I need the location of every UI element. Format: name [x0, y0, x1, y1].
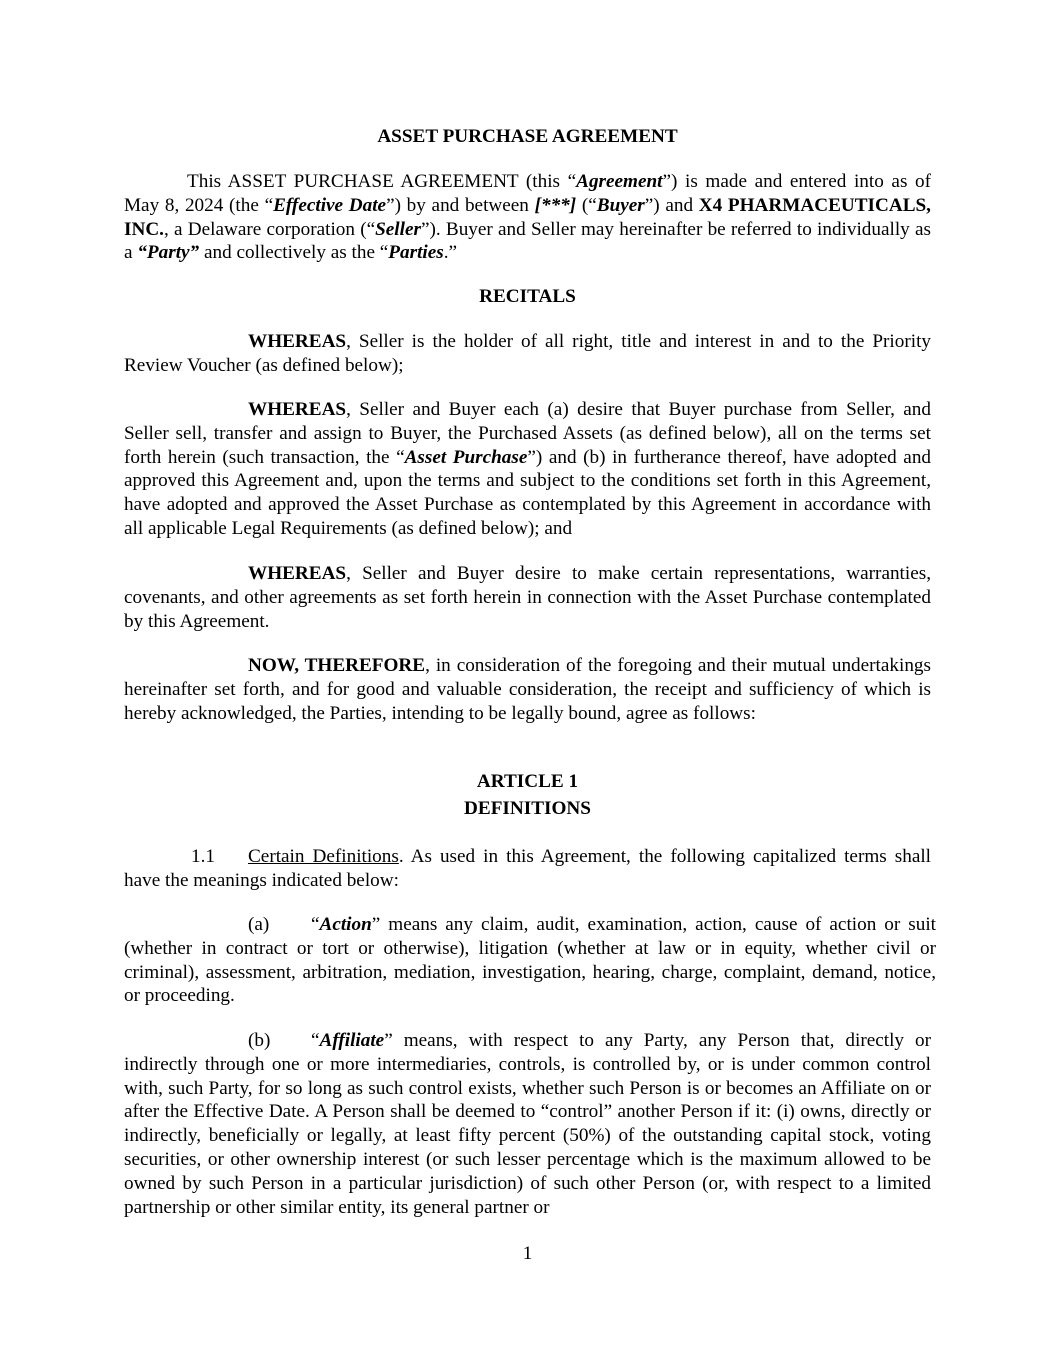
defined-term: Asset Purchase: [404, 446, 528, 468]
definition-label: (b): [248, 1030, 271, 1051]
definition-action: (a) “Action” means any claim, audit, examination, action, cause of action or suit (whether in contract or tort or otherwise), litigation (whether at law or in equity, whether civil or criminal), assessment, arbitration, mediation, investigation, hearing, charge, complaint, demand, notice, or proceeding.: [124, 914, 936, 1007]
definition-label: (a): [248, 914, 270, 935]
document-title: ASSET PURCHASE AGREEMENT: [377, 126, 678, 147]
defined-term: Affiliate: [319, 1030, 385, 1051]
now-therefore-clause: NOW, THEREFORE, in consideration of the foregoing and their mutual undertakings hereinafter set forth, and for good and valuable consideration, the receipt and sufficiency of which is hereby acknowledged, the Parties, intending to be legally bound, agree as follows:: [124, 655, 931, 724]
defined-term: Buyer: [596, 194, 645, 216]
redacted-buyer: [***]: [534, 194, 577, 216]
defined-term: Agreement: [576, 171, 663, 192]
page-number: 1: [522, 1243, 533, 1264]
section-1-1: 1.1 Certain Definitions. As used in this Agreement, the following capitalized terms shall have the meanings indicated below:: [124, 846, 931, 891]
whereas-clause-1: WHEREAS, Seller is the holder of all right, title and interest in and to the Priority Review Voucher (as defined below);: [124, 331, 931, 376]
article-number: ARTICLE 1: [476, 771, 579, 792]
defined-term: Action: [319, 914, 372, 935]
section-number: 1.1: [191, 846, 215, 867]
defined-term: Effective Date: [273, 194, 387, 216]
intro-paragraph: This ASSET PURCHASE AGREEMENT (this “Agreement”) is made and entered into as of May 8, 2024 (the “Effective Date”) by and between [***] (“Buyer”) and X4 PHARMACEUTICALS, INC., a Delaware corporation (“Seller”). Buyer and Seller may hereinafter be referred to individually as a “Party” and collectively as the “Parties.”: [124, 171, 931, 264]
seller-name: X4 PHARMACEUTICALS, INC.: [124, 194, 931, 240]
definition-affiliate: (b) “Affiliate” means, with respect to any Party, any Person that, directly or indirectly through one or more intermediaries, controls, is controlled by, or is under common control with, such Party, for so long as such control exists, whether such Person is or becomes an Affiliate on or after the Effective Date. A Person shall be deemed to “control” another Person if it: (i) owns, directly or indirectly, beneficially or legally, at least fifty percent (50%) of the outstanding capital stock, voting securities, or other ownership interest (or such lesser percentage which is the maximum allowed to be owned by such Person in a particular jurisdiction) of such other Person (or, with respect to a limited partnership or other similar entity, its general partner or: [124, 1030, 931, 1218]
article-name: DEFINITIONS: [464, 798, 591, 819]
whereas-clause-3: WHEREAS, Seller and Buyer desire to make certain representations, warranties, covenants, and other agreements as set forth herein in connection with the Asset Purchase contemplated by this Agreement.: [124, 563, 931, 632]
section-heading: Certain Definitions: [248, 846, 399, 867]
defined-term: “Party”: [137, 242, 200, 264]
defined-term: Parties: [388, 242, 444, 264]
defined-term: Seller: [375, 218, 421, 240]
recitals-heading: RECITALS: [479, 286, 576, 307]
whereas-clause-2: WHEREAS, Seller and Buyer each (a) desire that Buyer purchase from Seller, and Seller sell, transfer and assign to Buyer, the Purchased Assets (as defined below), all on the terms set forth herein (such transaction, the “Asset Purchase”) and (b) in furtherance thereof, have adopted and approved this Agreement and, upon the terms and subject to the conditions set forth in this Agreement, have adopted and approved the Asset Purchase as contemplated by this Agreement in accordance with all applicable Legal Requirements (as defined below); and: [124, 399, 932, 539]
